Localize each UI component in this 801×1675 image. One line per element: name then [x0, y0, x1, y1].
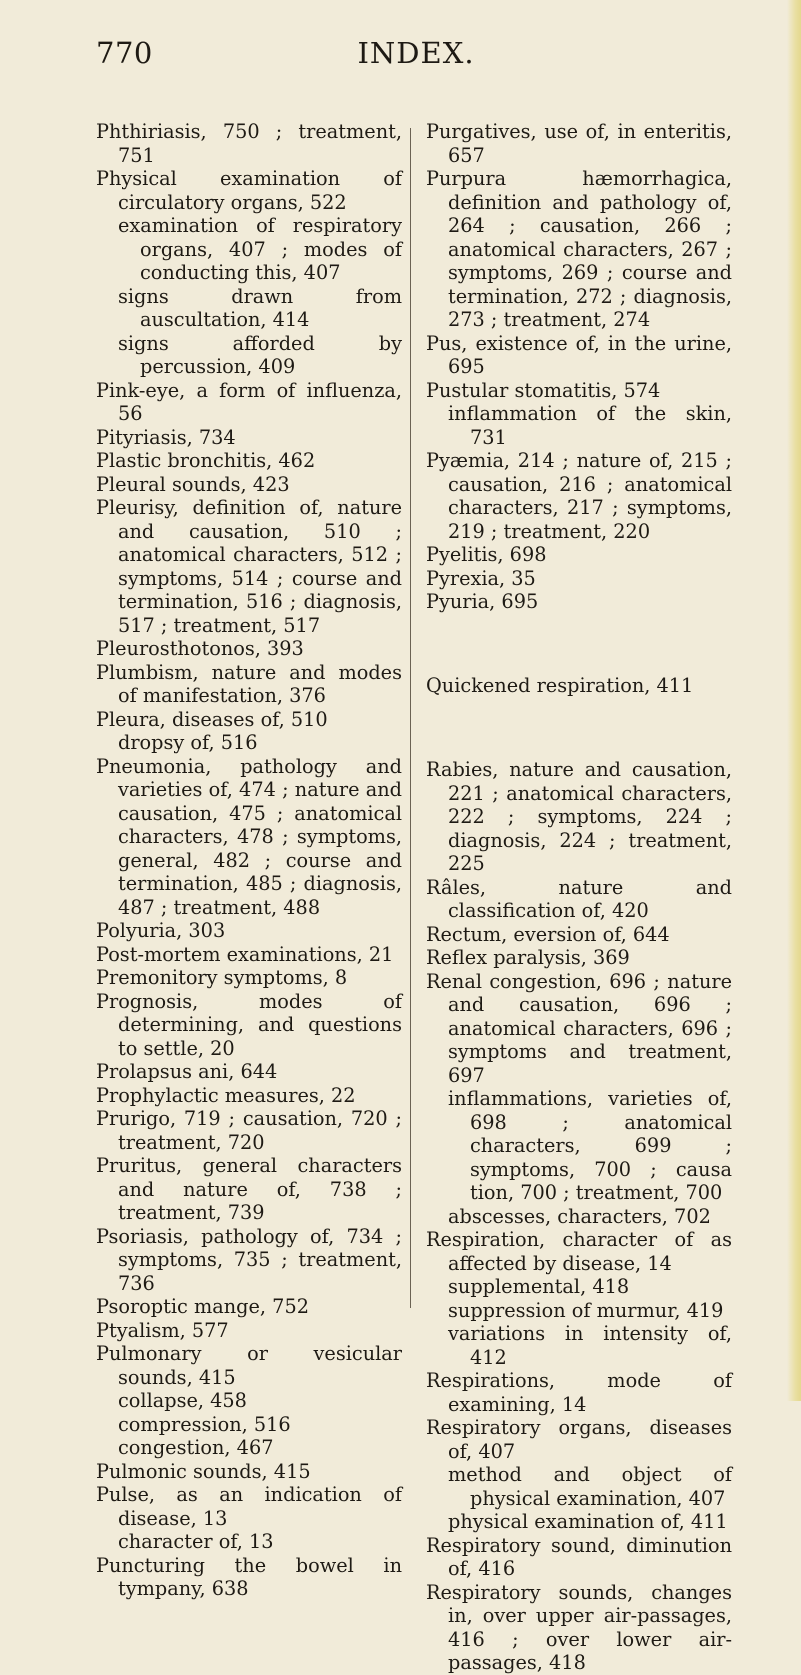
index-entry: Respiratory organs, diseases of, 407 [426, 1416, 732, 1463]
index-entry: Pyelitis, 698 [426, 543, 547, 566]
index-entry: Pus, existence of, in the urine, 695 [426, 331, 732, 378]
index-entry: Ptyalism, 577 [96, 1318, 229, 1342]
index-entry: Purpura hæmorrhagica, definition and pathology of, 264 ; causation, 266 ; anatomical characters, 267 ; symptoms, 269 ; course and termination, 272 ; diagnosis, 273 ; treatment, 274 [426, 167, 732, 331]
index-entry: Premonitory symptoms, 8 [96, 966, 348, 989]
index-entry: Prognosis, modes of determining, and questions to settle, 20 [96, 989, 402, 1060]
index-entry: Râles, nature and classification of, 420 [426, 875, 732, 923]
index-entry: Renal congestion, 696 ; nature and causation, 696 ; anatomical characters, 696 ; symptoms and treatment, 697 [426, 969, 732, 1087]
index-entry: Pyæmia, 214 ; nature of, 215 ; causation, 216 ; anatomical characters, 217 ; symptoms, 219 ; treatment, 220 [426, 449, 732, 543]
section-gap [426, 633, 732, 655]
index-entry: Pulse, as an indication of disease, 13 [96, 1483, 402, 1530]
index-entry: Pruritus, general characters and nature of, 738 ; treatment, 739 [96, 1154, 402, 1224]
index-subentry: compression, 516 [118, 1412, 291, 1436]
index-entry: Plastic bronchitis, 462 [96, 449, 316, 472]
index-entry: Prophylactic measures, 22 [96, 1083, 356, 1107]
page-header [96, 36, 736, 76]
index-subentry: examination of respiratory organs, 407 ; modes of conducting this, 407 [118, 214, 402, 284]
index-entry: Quickened respiration, 411 [426, 674, 694, 698]
index-subentry: abscesses, characters, 702 [448, 1204, 711, 1228]
index-subentry: signs drawn from auscultation, 414 [118, 284, 402, 331]
index-subentry: variations in intensity of, 412 [448, 1322, 732, 1369]
index-entry: Prurigo, 719 ; causation, 720 ; treatment, 720 [96, 1107, 402, 1154]
index-entry: Reflex paralysis, 369 [426, 946, 630, 970]
index-entry: Pustular stomatitis, 574 [426, 378, 661, 402]
index-entry: Psoroptic mange, 752 [96, 1295, 309, 1318]
index-entry: Respirations, mode of examining, 14 [426, 1369, 732, 1416]
index-entry: Post-mortem examinations, 21 [96, 942, 394, 966]
index-entry: Phthiriasis, 750 ; treatment, 751 [96, 120, 402, 167]
index-entry: Pleura, diseases of, 510 [96, 707, 328, 731]
index-entry: Respiration, character of as affected by disease, 14 [426, 1228, 732, 1275]
index-subentry: character of, 13 [118, 1530, 274, 1553]
index-subentry: inflammations, varieties of, 698 ; anatomical characters, 699 ; symptoms, 700 ; causa tion, 700 ; treatment, 700 [448, 1087, 732, 1205]
index-entry: Pleurisy, definition of, nature and causation, 510 ; anatomical characters, 512 ; symptoms, 514 ; course and termination, 516 ; diagnosis, 517 ; treatment, 517 [96, 496, 402, 637]
running-head-title: INDEX. [357, 36, 475, 70]
index-subentry: collapse, 458 [118, 1389, 247, 1412]
index-entry: Pleural sounds, 423 [96, 472, 290, 496]
index-entry: Rabies, nature and causation, 221 ; anatomical characters, 222 ; symptoms, 224 ; diagnosis, 224 ; treatment, 225 [426, 758, 732, 876]
index-subentry: suppression of murmur, 419 [448, 1298, 724, 1322]
index-entry: Pyrexia, 35 [426, 566, 536, 590]
index-entry: Puncturing the bowel in tympany, 638 [96, 1553, 402, 1600]
index-subentry: dropsy of, 516 [118, 731, 258, 754]
index-entry: Respiratory sound, diminution of, 416 [426, 1533, 732, 1581]
index-entry: Pulmonary or vesicular sounds, 415 [96, 1342, 402, 1389]
index-entry: Respiratory sounds, changes in, over upper air-passages, 416 ; over lower air-passages, 418 [426, 1580, 732, 1675]
index-column-right [426, 120, 732, 1675]
index-subentry: supplemental, 418 [448, 1275, 630, 1299]
index-subentry: congestion, 467 [118, 1436, 274, 1459]
index-entry: Pityriasis, 734 [96, 425, 236, 449]
index-entry: Purgatives, use of, in enteritis, 657 [426, 120, 732, 167]
index-entry: Prolapsus ani, 644 [96, 1060, 278, 1083]
index-entry: Pleurosthotonos, 393 [96, 637, 304, 660]
index-entry: Pink-eye, a form of influenza, 56 [96, 378, 402, 425]
index-column-left [96, 120, 402, 1601]
index-entry: Rectum, eversion of, 644 [426, 922, 670, 946]
section-gap [426, 717, 732, 739]
index-subentry: inflammation of the skin, 731 [448, 402, 732, 449]
index-subentry: method and object of physical examination, 407 [448, 1463, 732, 1510]
page-number: 770 [96, 36, 153, 70]
index-entry: Pyuria, 695 [426, 590, 539, 613]
column-divider [410, 128, 411, 1308]
index-subentry: physical examination of, 411 [448, 1510, 728, 1534]
index-entry: Plumbism, nature and modes of manifestation, 376 [96, 660, 402, 707]
index-entry: Pneumonia, pathology and varieties of, 474 ; nature and causation, 475 ; anatomical characters, 478 ; symptoms, general, 482 ; course and termination, 485 ; diagnosis, 487 ; treatment, 488 [96, 754, 402, 919]
page-edge-shading [787, 0, 801, 1401]
index-entry: Pulmonic sounds, 415 [96, 1459, 311, 1483]
index-entry: Psoriasis, pathology of, 734 ; symptoms, 735 ; treatment, 736 [96, 1224, 402, 1295]
index-entry: Polyuria, 303 [96, 919, 226, 942]
index-subentry: signs afforded by percussion, 409 [118, 331, 402, 378]
index-entry: Physical examination of circulatory organs, 522 [96, 167, 402, 214]
